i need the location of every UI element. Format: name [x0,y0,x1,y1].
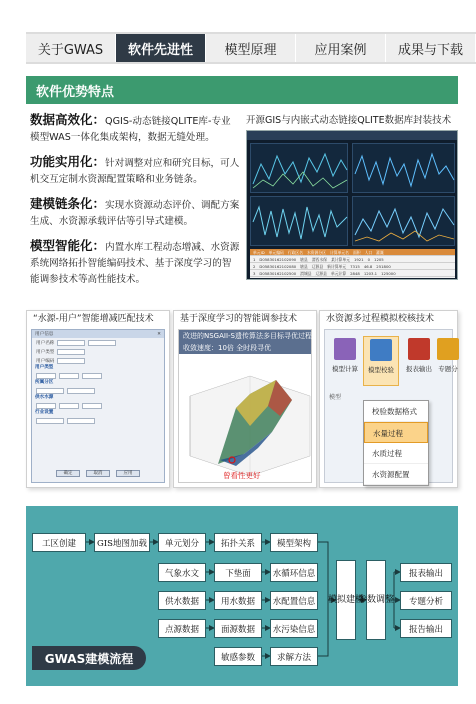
table-header [250,249,455,256]
advantage-item [30,112,240,146]
table-cell: 辽源县 [311,264,324,269]
advantages-list [30,112,240,296]
user-dialog [31,329,165,483]
column-header: 水资源分区 [307,250,326,255]
text-field[interactable] [57,358,85,364]
table-cell: 渭西水保 [311,257,327,262]
table-cell: 1205 [374,257,384,262]
group-label: 行业设置 [35,410,54,415]
table-row[interactable] [250,256,455,263]
text-field[interactable] [88,340,116,346]
table-cell: 251800 [376,264,391,269]
flow-node: 水配置信息 [270,591,318,610]
flow-node-parameter: 参数调整 [366,560,386,640]
advantage-title: 功能实用化： [30,154,106,169]
card-simulation-check [319,310,458,488]
select-field[interactable] [36,388,64,394]
table-cell: 辽源县 [315,271,327,276]
table-cell: 1 [253,257,256,262]
dialog-buttons [31,470,165,477]
advantage-title: 建模链条化： [30,196,106,211]
field-label: 用户名称 [36,340,55,346]
card-deep-learning [173,310,317,488]
plot-annotation: 曾看性更好 [223,471,261,480]
table-cell: 单元计算 [330,271,347,276]
tab-software-advantage[interactable]: 软件先进性 [116,34,206,62]
menu-item-water-quality[interactable]: 水质过程 [364,443,428,464]
section-title: 软件优势特点 [26,76,458,104]
flow-node: 敏感参数 [214,647,262,666]
column-header: 人口 [364,250,373,255]
chart-thumbnail-lines [251,144,349,194]
flow-node: 供水数据 [158,591,206,610]
table-cell: 2848 [350,271,360,276]
tab-model-principle[interactable]: 模型原理 [206,34,296,62]
gis-screenshot [246,130,458,280]
column-header: 灌溉 [376,250,384,255]
apply-button[interactable]: 应用 [116,470,140,477]
checkbox-field[interactable] [82,373,102,379]
top-nav [26,32,476,64]
select-field[interactable] [67,388,95,394]
flow-node: 工区创建 [32,533,86,552]
app-toolbar [247,131,457,140]
table-cell: 7315 [350,264,360,269]
flow-node: 求解方法 [270,647,318,666]
column-header: 面积 [352,250,361,255]
chart-thumbnail [250,143,348,193]
flow-node: 用水数据 [214,591,262,610]
chart-thumbnail [352,143,455,193]
card-body [31,329,165,483]
table-cell: 3 [253,271,256,276]
flow-node: 报告输出 [400,619,452,638]
surface-plot [178,329,312,483]
card-body [178,329,312,483]
plot-caption-line: 改进的NSGAII-S遗传算法多目标寻优过程 [183,332,312,340]
checkbox-field[interactable] [36,403,56,409]
select-field[interactable] [67,418,95,424]
table-cell: 某计算单元 [330,257,350,262]
attribute-table [250,249,455,278]
plot-caption [179,330,311,354]
table-cell: 1203.1 [363,271,378,276]
card-body [324,329,458,483]
table-cell: 辖县 [300,257,308,262]
form-row [32,416,164,425]
column-header: 行政区名 [287,250,304,255]
chart-thumbnail-lines [353,144,456,194]
ok-button[interactable]: 确定 [56,470,80,477]
form-row [32,356,164,365]
table-cell: 1921 [353,257,364,262]
tab-application-cases[interactable]: 应用案例 [296,34,386,62]
gis-screenshot-panel [246,112,458,284]
plot-caption-line: 收敛速度：10倍 全时段寻优 [183,344,272,352]
ribbon-button-label: 模型计算 [332,365,358,373]
cancel-button[interactable]: 取消 [86,470,110,477]
table-cell: 新计算单元 [327,264,347,269]
flow-node: 面源数据 [214,619,262,638]
report-output-button[interactable] [401,336,437,386]
menu-item-check-format[interactable]: 校验数据格式 [364,401,428,422]
table-cell: D05830162102090 [259,257,297,262]
gis-screenshot-title: 开源GIS与内嵌式动态链接QLITE数据库封装技术 [246,115,452,126]
flow-node: 气象水文 [158,563,206,582]
menu-item-water-quantity[interactable]: 水量过程 [364,422,428,443]
select-field[interactable] [36,418,64,424]
dialog-title: 用户信息 [35,332,54,337]
topic-analysis-button[interactable] [437,336,459,386]
card-title: 水资源多过程模拟校核技术 [326,314,435,324]
ribbon-button-label: 专题分 [438,365,458,373]
table-cell: 2 [253,264,256,269]
ribbon-button-label: 报表输出 [406,365,432,373]
table-cell: D05830162102500 [259,271,297,276]
surface-graphic [180,356,314,486]
table-cell: 0 [367,257,371,262]
report-icon [408,338,430,360]
checkbox-field[interactable] [59,373,79,379]
dropdown-menu [363,400,429,486]
close-icon[interactable]: ✕ [157,331,161,337]
table-cell: D05830162102080 [259,264,297,269]
advantage-title: 数据高效化： [30,112,106,127]
chart-thumbnail-lines [353,197,456,247]
field-label: 用户类型 [36,349,55,355]
flow-node: GIS地图加载 [94,533,150,552]
chart-thumbnail [250,196,348,246]
form-row [32,338,164,347]
advantage-title: 模型智能化： [30,238,106,253]
column-header: 单元编码 [268,250,284,255]
cube-icon [334,338,356,360]
text-field[interactable] [57,340,85,346]
chart-thumbnail [352,196,455,246]
form-row [32,401,164,410]
analysis-icon [437,338,459,360]
advantage-item [30,196,240,230]
card-title: 基于深度学习的智能调参技术 [180,314,298,324]
chart-thumbnail-lines [251,197,349,247]
model-check-button[interactable] [363,336,399,386]
flow-node: 拓扑关系 [214,533,262,552]
ribbon-toolbar [324,329,458,483]
flow-node: 专题分析 [400,591,452,610]
group-label: 所属分区 [35,380,54,385]
select-field[interactable] [57,349,85,355]
check-icon [370,339,392,361]
advantage-item [30,238,240,288]
flow-title: GWAS建模流程 [32,646,146,670]
form-row [32,347,164,356]
advantage-item [30,154,240,188]
table-cell: 46.8 [363,264,373,269]
flow-node: 点源数据 [158,619,206,638]
table-cell: 125000 [381,271,396,276]
flow-node: 单元划分 [158,533,206,552]
ribbon-group-label: 模型 [329,394,342,401]
table-cell: 辖县 [300,264,308,269]
table-row[interactable] [250,263,455,270]
column-header: 单元ID [253,250,265,255]
checkbox-field[interactable] [59,403,79,409]
flow-node: 水循环信息 [270,563,318,582]
form-row [32,386,164,395]
ribbon-button-label: 模型校验 [368,366,394,374]
table-cell: 渭城县 [300,271,312,276]
tab-about[interactable]: 关于GWAS [26,34,116,62]
flow-node: 下垫面 [214,563,262,582]
card-title: “水源-用户”智能增减匹配技术 [33,314,154,324]
modeling-flow-diagram [26,506,458,686]
column-header: 计算单元名 [330,250,349,255]
checkbox-field[interactable] [36,373,56,379]
checkbox-field[interactable] [82,403,102,409]
advantage-text: 内置水库工程动态增减、水资源系统网络拓扑智能编码技术、基于深度学习的智能调参技术等高性能技术。 [30,242,240,285]
form-row [32,371,164,380]
advantage-text: 针对调整对应和研究目标，可人机交互定制水资源配置策略和业务链条。 [30,158,240,185]
flow-node: 模型架构 [270,533,318,552]
model-calc-button[interactable] [327,336,363,386]
group-label: 供水水源 [35,395,54,400]
dialog-titlebar [32,330,164,338]
advantage-text: QGIS-动态链接QLITE库-专业模型WAS一体化集成架构，数据无缝处理。 [30,116,231,143]
table-row[interactable] [250,270,455,277]
flow-node: 报表输出 [400,563,452,582]
advantage-text: 实现水资源动态评价、调配方案生成、水资源承载评估等引导式建模。 [30,200,240,227]
flow-node: 水污染信息 [270,619,318,638]
group-label: 用户类型 [35,365,54,370]
card-water-user-matching [26,310,170,488]
field-label: 用户编码 [36,358,55,364]
tab-results-download[interactable]: 成果与下载 [386,34,476,62]
menu-item-water-allocation[interactable]: 水资源配置 [364,464,428,485]
flow-node-simulation: 模拟建模 [336,560,356,640]
